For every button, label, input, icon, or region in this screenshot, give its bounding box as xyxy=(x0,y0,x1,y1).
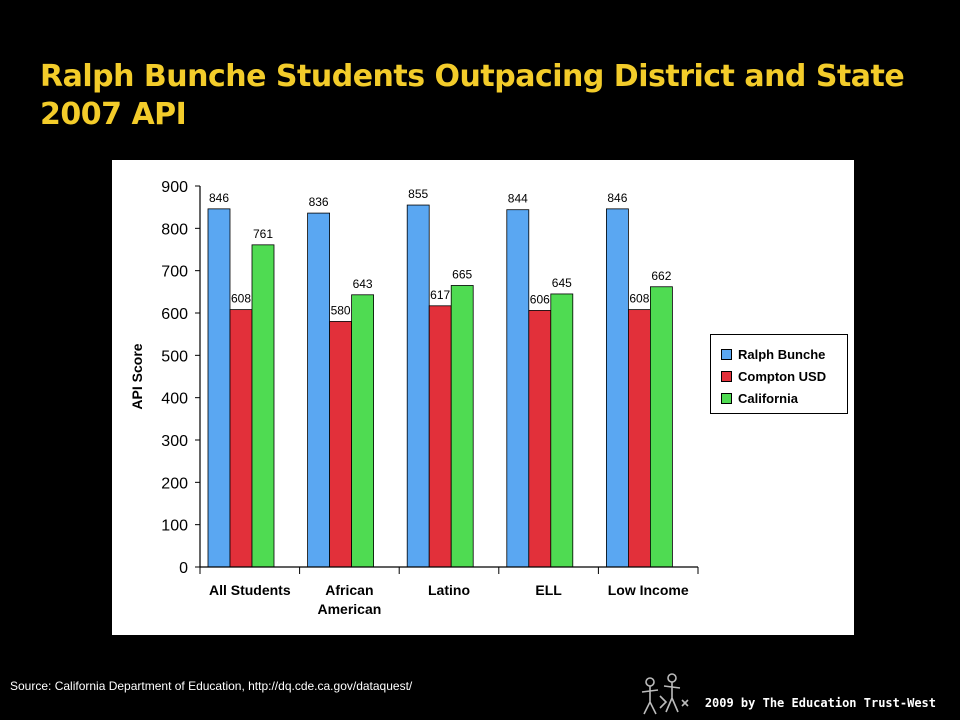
data-label-ralph-bunche-ell: 844 xyxy=(507,191,528,206)
bar-ralph-bunche-ell xyxy=(507,210,529,567)
bar-compton-usd-african-american xyxy=(330,321,352,567)
bar-compton-usd-low-income xyxy=(628,310,650,567)
bar-compton-usd-all-students xyxy=(230,310,252,567)
data-label-compton-usd-all-students: 608 xyxy=(230,291,252,306)
bar-ralph-bunche-low-income xyxy=(606,209,628,567)
bar-california-latino xyxy=(451,285,473,567)
source-note: Source: California Department of Education, http://dq.cde.ca.gov/dataquest/ xyxy=(10,679,413,693)
y-axis-label: API Score xyxy=(129,343,145,410)
legend-label-compton-usd: Compton USD xyxy=(738,368,827,384)
y-tick-label: 800 xyxy=(161,221,188,239)
data-label-california-low-income: 662 xyxy=(651,268,672,283)
x-tick-label-african-american: African American xyxy=(317,582,382,617)
data-label-california-latino: 665 xyxy=(452,267,473,282)
legend-label-california: California xyxy=(738,390,798,406)
slide-title: Ralph Bunche Students Outpacing District and State 2007 API xyxy=(40,59,905,132)
legend-swatch-california xyxy=(721,393,732,404)
y-tick-label: 700 xyxy=(161,263,188,281)
data-label-ralph-bunche-low-income: 846 xyxy=(607,190,628,205)
legend-item-california xyxy=(721,387,847,409)
bar-california-ell xyxy=(551,294,573,567)
data-label-california-all-students: 761 xyxy=(252,226,274,241)
bar-compton-usd-latino xyxy=(429,306,451,567)
y-tick-label: 300 xyxy=(161,433,188,450)
x-tick-label-ell: ELL xyxy=(535,582,562,598)
y-tick-label: 500 xyxy=(161,348,188,366)
bar-ralph-bunche-all-students xyxy=(208,209,230,567)
y-tick-label: 400 xyxy=(161,390,188,408)
legend-swatch-ralph-bunche xyxy=(721,349,732,360)
chart-legend xyxy=(710,334,848,414)
legend-swatch-compton-usd xyxy=(721,371,732,382)
legend-item-ralph-bunche xyxy=(721,343,847,365)
x-tick-label-all-students: All Students xyxy=(208,582,291,598)
footer-credit: 2009 by The Education Trust-West xyxy=(704,696,936,710)
data-label-compton-usd-african-american: 580 xyxy=(330,303,351,318)
data-label-compton-usd-latino: 617 xyxy=(430,287,451,302)
bar-compton-usd-ell xyxy=(529,310,551,567)
y-tick-label: 0 xyxy=(179,560,188,577)
data-label-california-ell: 645 xyxy=(551,275,572,290)
bar-ralph-bunche-african-american xyxy=(308,213,330,567)
bar-california-african-american xyxy=(352,295,374,567)
data-label-ralph-bunche-all-students: 846 xyxy=(208,190,230,205)
bar-california-all-students xyxy=(252,245,274,567)
y-tick-label: 600 xyxy=(161,306,188,323)
y-tick-label: 900 xyxy=(161,179,188,196)
x-tick-label-latino: Latino xyxy=(428,582,470,598)
bar-ralph-bunche-latino xyxy=(407,205,429,567)
legend-label-ralph-bunche: Ralph Bunche xyxy=(738,346,826,362)
y-tick-label: 100 xyxy=(161,517,188,535)
x-tick-label-low-income: Low Income xyxy=(607,582,689,598)
data-label-ralph-bunche-african-american: 836 xyxy=(308,195,329,210)
data-label-ralph-bunche-latino: 855 xyxy=(408,187,429,202)
data-label-compton-usd-low-income: 608 xyxy=(629,291,650,306)
y-tick-label: 200 xyxy=(161,475,188,493)
data-label-compton-usd-ell: 606 xyxy=(529,292,550,307)
chart-panel xyxy=(112,160,854,635)
legend-item-compton-usd xyxy=(721,365,847,387)
bar-california-low-income xyxy=(650,287,672,567)
education-trust-logo xyxy=(636,672,692,718)
data-label-california-african-american: 643 xyxy=(352,276,373,291)
